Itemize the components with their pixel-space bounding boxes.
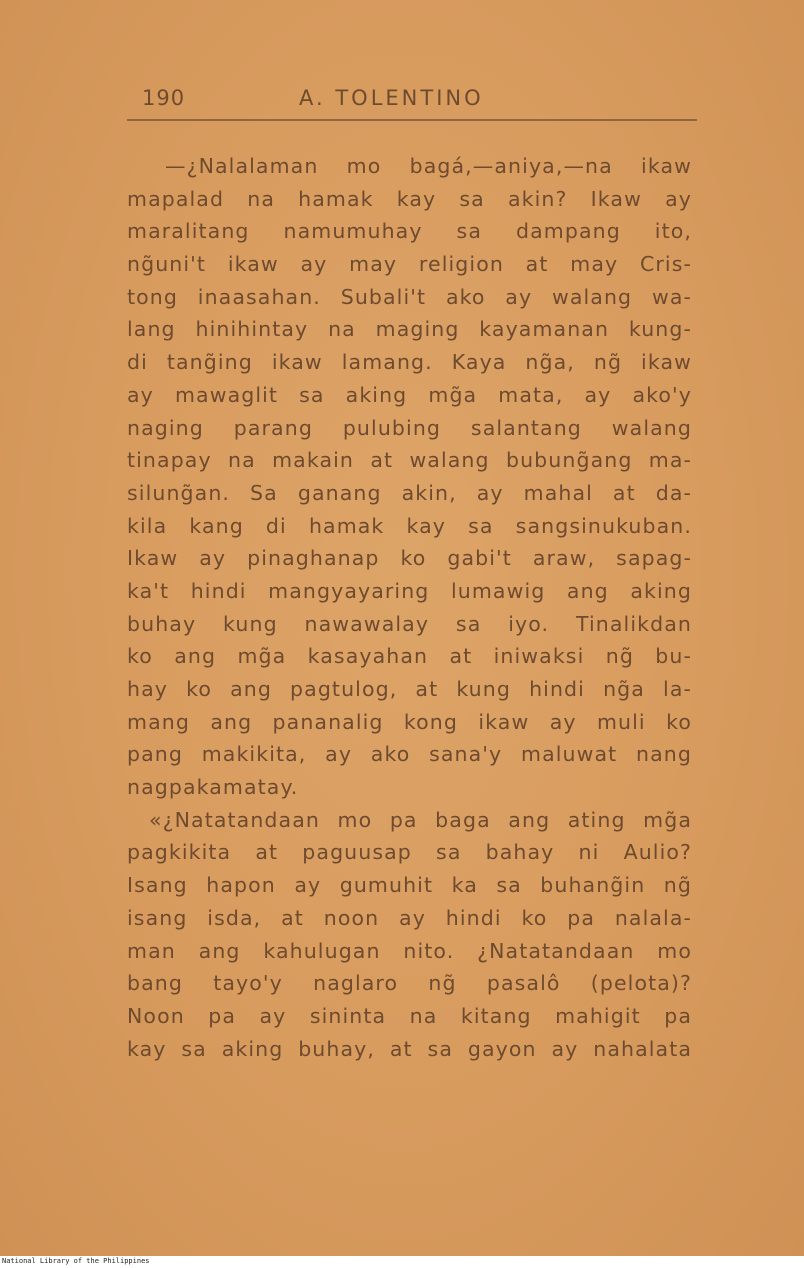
text-line: nagpakamatay. — [127, 775, 299, 800]
text-line: man ang kahulugan nito. ¿Natatandaan mo — [127, 938, 692, 963]
text-line: tinapay na makain at walang bubung̃ang ma- — [127, 448, 692, 473]
text-line: mang ang pananalig kong ikaw ay muli ko — [127, 709, 692, 734]
text-line: silung̃an. Sa ganang akin, ay mahal at da- — [127, 480, 692, 505]
text-line: tong inaasahan. Subali't ako ay walang wa- — [127, 284, 692, 309]
text-line: buhay kung nawawalay sa iyo. Tinalikdan — [127, 611, 692, 636]
text-line: «¿Natatandaan mo pa baga ang ating mg̃a — [149, 807, 692, 832]
text-line: ay mawaglit sa aking mg̃a mata, ay ako'y — [127, 382, 692, 407]
library-credit: National Library of the Philippines — [2, 1257, 150, 1265]
text-line: bang tayo'y naglaro ng̃ pasalô (pelota)? — [127, 971, 692, 996]
text-line: kila kang di hamak kay sa sangsinukuban. — [127, 513, 692, 538]
page-number: 190 — [142, 86, 186, 110]
text-line: pang makikita, ay ako sana'y maluwat nang — [127, 742, 692, 767]
header-rule — [127, 119, 697, 121]
text-line: Noon pa ay sininta na kitang mahigit pa — [127, 1003, 692, 1028]
text-line: ka't hindi mangyayaring lumawig ang aking — [127, 578, 692, 603]
text-line: hay ko ang pagtulog, at kung hindi ng̃a la- — [127, 677, 692, 701]
text-line: naging parang pulubing salantang walang — [127, 415, 692, 440]
text-line: lang hinihintay na maging kayamanan kung- — [127, 317, 692, 342]
page-footer — [0, 1256, 804, 1268]
running-head: A. TOLENTINO — [299, 86, 484, 110]
text-line: ko ang mg̃a kasayahan at iniwaksi ng̃ bu- — [127, 644, 692, 669]
text-line: Ikaw ay pinaghanap ko gabi't araw, sapag- — [127, 546, 692, 571]
text-line: mapalad na hamak kay sa akin? Ikaw ay — [127, 186, 692, 211]
text-line: ng̃uni't ikaw ay may religion at may Cris- — [127, 252, 692, 277]
text-line: pagkikita at paguusap sa bahay ni Aulio? — [127, 840, 692, 865]
text-line: maralitang namumuhay sa dampang ito, — [127, 219, 692, 244]
text-line: Isang hapon ay gumuhit ka sa buhang̃in ng̃ — [127, 873, 692, 898]
body-text — [127, 150, 692, 1065]
text-line: kay sa aking buhay, at sa gayon ay nahalata — [127, 1036, 692, 1061]
text-line: —¿Nalalaman mo bagá,—aniya,—na ikaw — [165, 154, 692, 178]
text-line: di tang̃ing ikaw lamang. Kaya ng̃a, ng̃ ikaw — [127, 350, 692, 375]
text-line: isang isda, at noon ay hindi ko pa nalala- — [127, 905, 692, 930]
page-header — [127, 86, 697, 116]
